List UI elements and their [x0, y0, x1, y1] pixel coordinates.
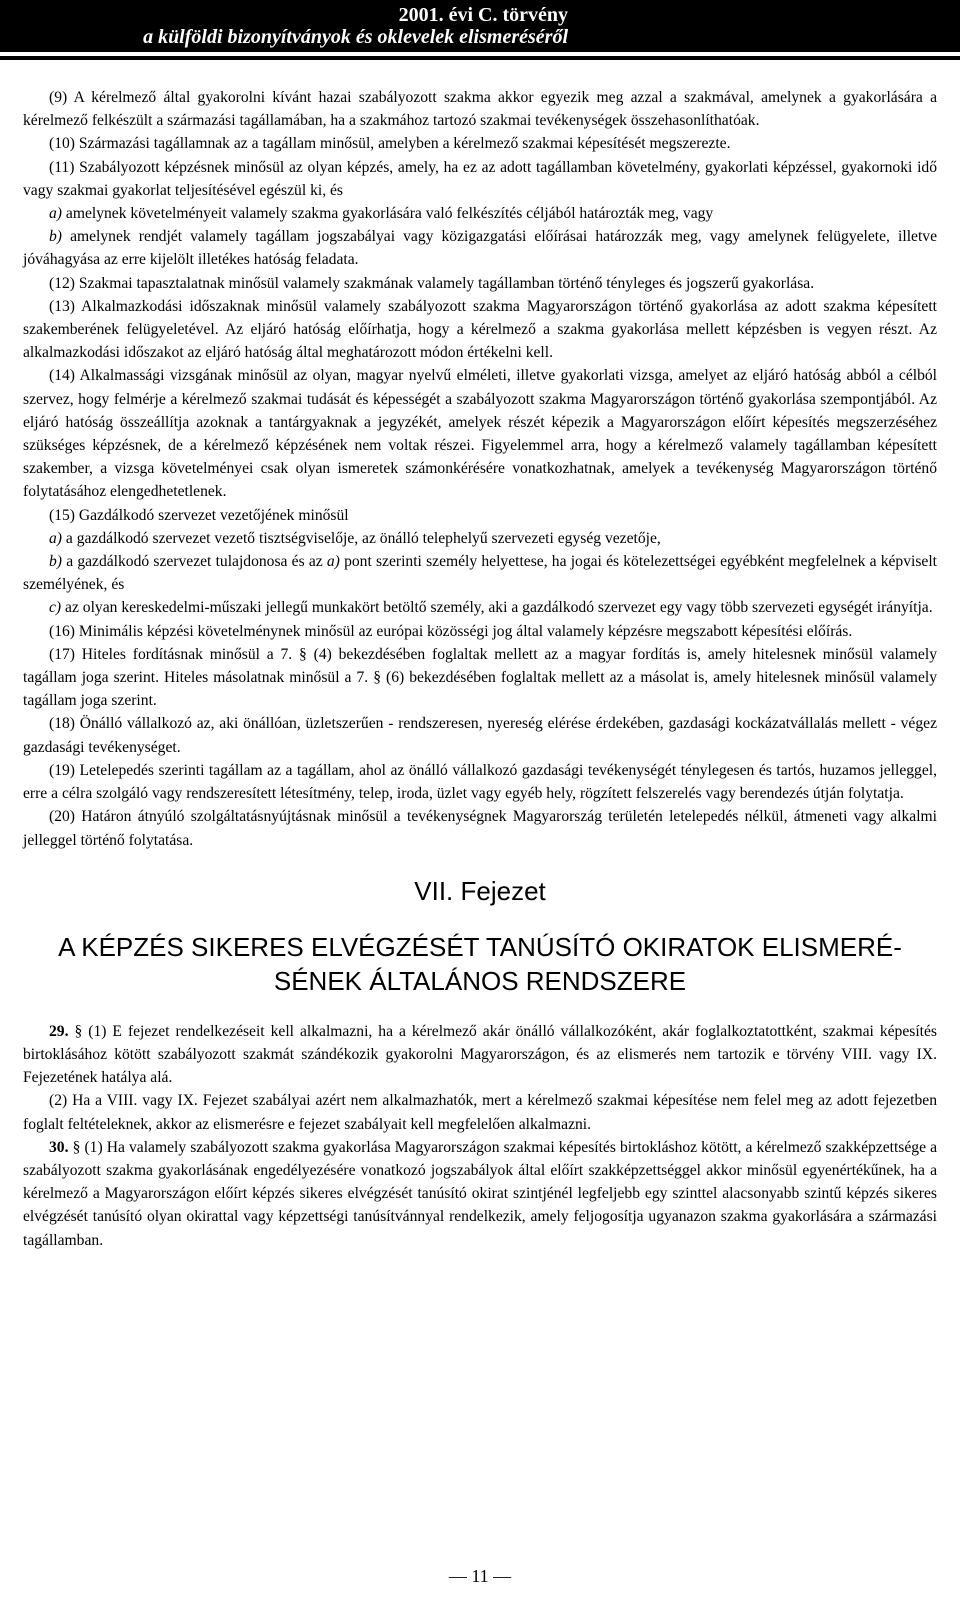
paragraph-20: (20) Határon átnyúló szolgáltatásnyújtásnak minősül a tevékenységnek Magyarország területén letelepedés nélkül, átmeneti vagy alkalmi jelleggel történő folytatása. [23, 808, 937, 849]
header-divider [0, 56, 960, 60]
paragraph-15a [23, 527, 937, 550]
paragraph-9: (9) A kérelmező által gyakorolni kívánt hazai szabályozott szakma akkor egyezik meg azzal a szakmával, amelynek a gyakorlására a kérelmező felkészült a származási tagállamában, ha a szakmához tartozó szakmai tevékenységek összehasonlíthatóak. [23, 89, 937, 130]
chapter-title-line1: A KÉPZÉS SIKERES ELVÉGZÉSÉT TANÚSÍTÓ OKIRATOK ELISMERÉ- [58, 931, 902, 962]
paragraph-17: (17) Hiteles fordításnak minősül a 7. § (4) bekezdésében foglaltak mellett az a magyar fordítás is, amely hitelesnek minősül valamely tagállam joga szerint. Hiteles másolatnak minősül a 7. § (6) bekezdésében foglaltak mellett az a másolat is, amely hitelesnek minősül valamely tagállam joga szerint. [23, 645, 937, 710]
point-text: pont szerinti személy helyettese, ha jogai és kötelezettségei egyébként megfelelnek a képviselt személyének, és [23, 553, 938, 594]
paragraph-11a [23, 202, 937, 225]
paragraph-15c [23, 596, 937, 619]
section-text: § (1) Ha valamely szabályozott szakma gyakorlása Magyarországon szakmai képesítés birtokláshoz kötött, a kérelmező szakképzettsége a szabályozott szakma gyakorlásának engedélyezésére vonatkozó jogszabályok által előírt szakképzettséggel akkor minősül egyenértékűnek, ha a kérelmező a Magyarországon előírt képzés sikeres elvégzését tanúsító okirat szintjénél legfeljebb egy szinttel alacsonyabb szintű képzés sikeres elvégzését tanúsító olyan okirattal vagy képzettségi tanúsítvánnyal rendelkezik, amely feljogosítja ugyanazon szakma gyakorlására a származási tagállamban. [23, 1138, 938, 1249]
chapter-title-line2: SÉNEK ÁLTALÁNOS RENDSZERE [273, 965, 687, 996]
paragraph-11b [23, 225, 937, 271]
chapter-number: VII. Fejezet [414, 875, 546, 906]
point-label: b) [49, 553, 62, 571]
point-reference: a) [326, 553, 340, 571]
point-text: amelynek követelményeit valamely szakma gyakorlására való felkészítés céljából határozták meg, vagy [65, 205, 714, 223]
page-header [0, 0, 960, 52]
paragraph-15: (15) Gazdálkodó szervezet vezetőjének minősül [49, 506, 349, 524]
page-number: — 11 — [448, 1566, 512, 1586]
paragraph-19: (19) Letelepedés szerinti tagállam az a tagállam, ahol az önálló vállalkozó gazdasági tevékenységét ténylegesen és tartós, huzamos jelleggel, erre a célra szolgáló vagy rendszeresített létesítmény, telep, iroda, üzlet vagy egyéb hely, rögzített felszerelés vagy berendezés útján folytatja. [23, 761, 937, 803]
paragraph-14: (14) Alkalmassági vizsgának minősül az olyan, magyar nyelvű elméleti, illetve gyakorlati vizsga, amelyet az eljáró hatóság abból a célból szervez, hogy felmérje a kérelmező szakmai tudását és képességét a szabályozott szakma Magyarországon történő gyakorlása szempontjából. Az eljáró hatóság összeállítja azoknak a tantárgyaknak a jegyzékét, amelyek részét képezik a Magyarországon előírt képesítés megszerzéséhez szükséges képzésnek, de a kérelmező képzésének nem voltak részei. Figyelemmel arra, hogy a kérelmező valamely tagállamban képesített szakember, a vizsga követelményei csak olyan ismeretek számonkérésére vonatkozhatnak, amelyek a tevékenység Magyarországon történő folytatásához elengedhetetlenek. [23, 367, 937, 501]
point-text: amelynek rendjét valamely tagállam jogszabályai vagy közigazgatási előírásai határozzák meg, vagy amelynek felügyelete, illetve jóváhagyása az erre kijelölt illetékes hatóság feladata. [23, 228, 937, 269]
paragraph-11: (11) Szabályozott képzésnek minősül az olyan képzés, amely, ha ez az adott tagállamban követelmény, gyakorlati képzéssel, gyakornoki idő vagy szakmai gyakorlat teljesítésével egészül ki, és [23, 158, 937, 199]
section-30-paragraph-1 [23, 1136, 937, 1252]
paragraph-13: (13) Alkalmazkodási időszaknak minősül valamely szabályozott szakma Magyarországon történő gyakorlása az adott szakma képesített szakemberének felügyeletével. Az eljáró hatóság előírhatja, hogy a kérelmező a szakma gyakorlása mellett képzésben is vegyen részt. Az alkalmazkodási időszakot az eljáró hatóság által meghatározott módon értékelni kell. [23, 297, 937, 362]
section-29-paragraph-2: (2) Ha a VIII. vagy IX. Fejezet szabályai azért nem alkalmazhatók, mert a kérelmező szakmai képesítése nem felel meg az adott fejezetben foglalt feltételeknek, akkor az elismerésre e fejezet szabályait kell megfelelően alkalmazni. [23, 1092, 937, 1133]
point-label: a) [49, 529, 62, 547]
section-number: 30. [49, 1138, 69, 1156]
paragraph-12: (12) Szakmai tapasztalatnak minősül valamely szakmának valamely tagállamban történő tényleges és jogszerű gyakorlása. [49, 274, 815, 292]
point-text: a gazdálkodó szervezet tulajdonosa és az [66, 553, 323, 571]
paragraph-18: (18) Önálló vállalkozó az, aki önállóan, üzletszerűen - rendszeresen, nyereség elérése érdekében, gazdasági kockázatvállalás mellett - végez gazdasági tevékenységet. [23, 715, 937, 756]
point-text: a gazdálkodó szervezet vezető tisztségviselője, az önálló telephelyű szervezeti egység vezetője, [65, 529, 661, 547]
point-text: az olyan kereskedelmi-műszaki jellegű munkakört betöltő személy, aki a gazdálkodó szervezet egy vagy több szervezeti egységét irányítja. [65, 599, 933, 617]
paragraph-15b [23, 550, 937, 596]
point-label: b) [49, 228, 62, 246]
chapter-title [23, 930, 937, 998]
paragraph-10: (10) Származási tagállamnak az a tagállam minősül, amelyben a kérelmező szakmai képesítését megszerezte. [49, 135, 731, 153]
section-text: § (1) E fejezet rendelkezéseit kell alkalmazni, ha a kérelmező akár önálló vállalkozóként, akár foglalkoztatottként, szakmai képesítés birtoklásához kötött szabályozott szakmát szándékozik gyakorolni Magyarországon, és az elismerés nem tartozik e törvény VIII. vagy IX. Fejezetének hatálya alá. [23, 1022, 937, 1087]
paragraph-16: (16) Minimális képzési követelménynek minősül az európai közösségi jog által valamely képzésre megszabott képesítési előírás. [49, 622, 853, 640]
header-law-title: 2001. évi C. törvény [398, 4, 568, 26]
section-number: 29. [49, 1022, 69, 1040]
point-label: c) [49, 599, 62, 617]
document-body [23, 86, 937, 1252]
point-label: a) [49, 205, 62, 223]
header-law-subtitle: a külföldi bizonyítványok és oklevelek elismeréséről [143, 26, 568, 48]
section-29-paragraph-1 [23, 1020, 937, 1090]
